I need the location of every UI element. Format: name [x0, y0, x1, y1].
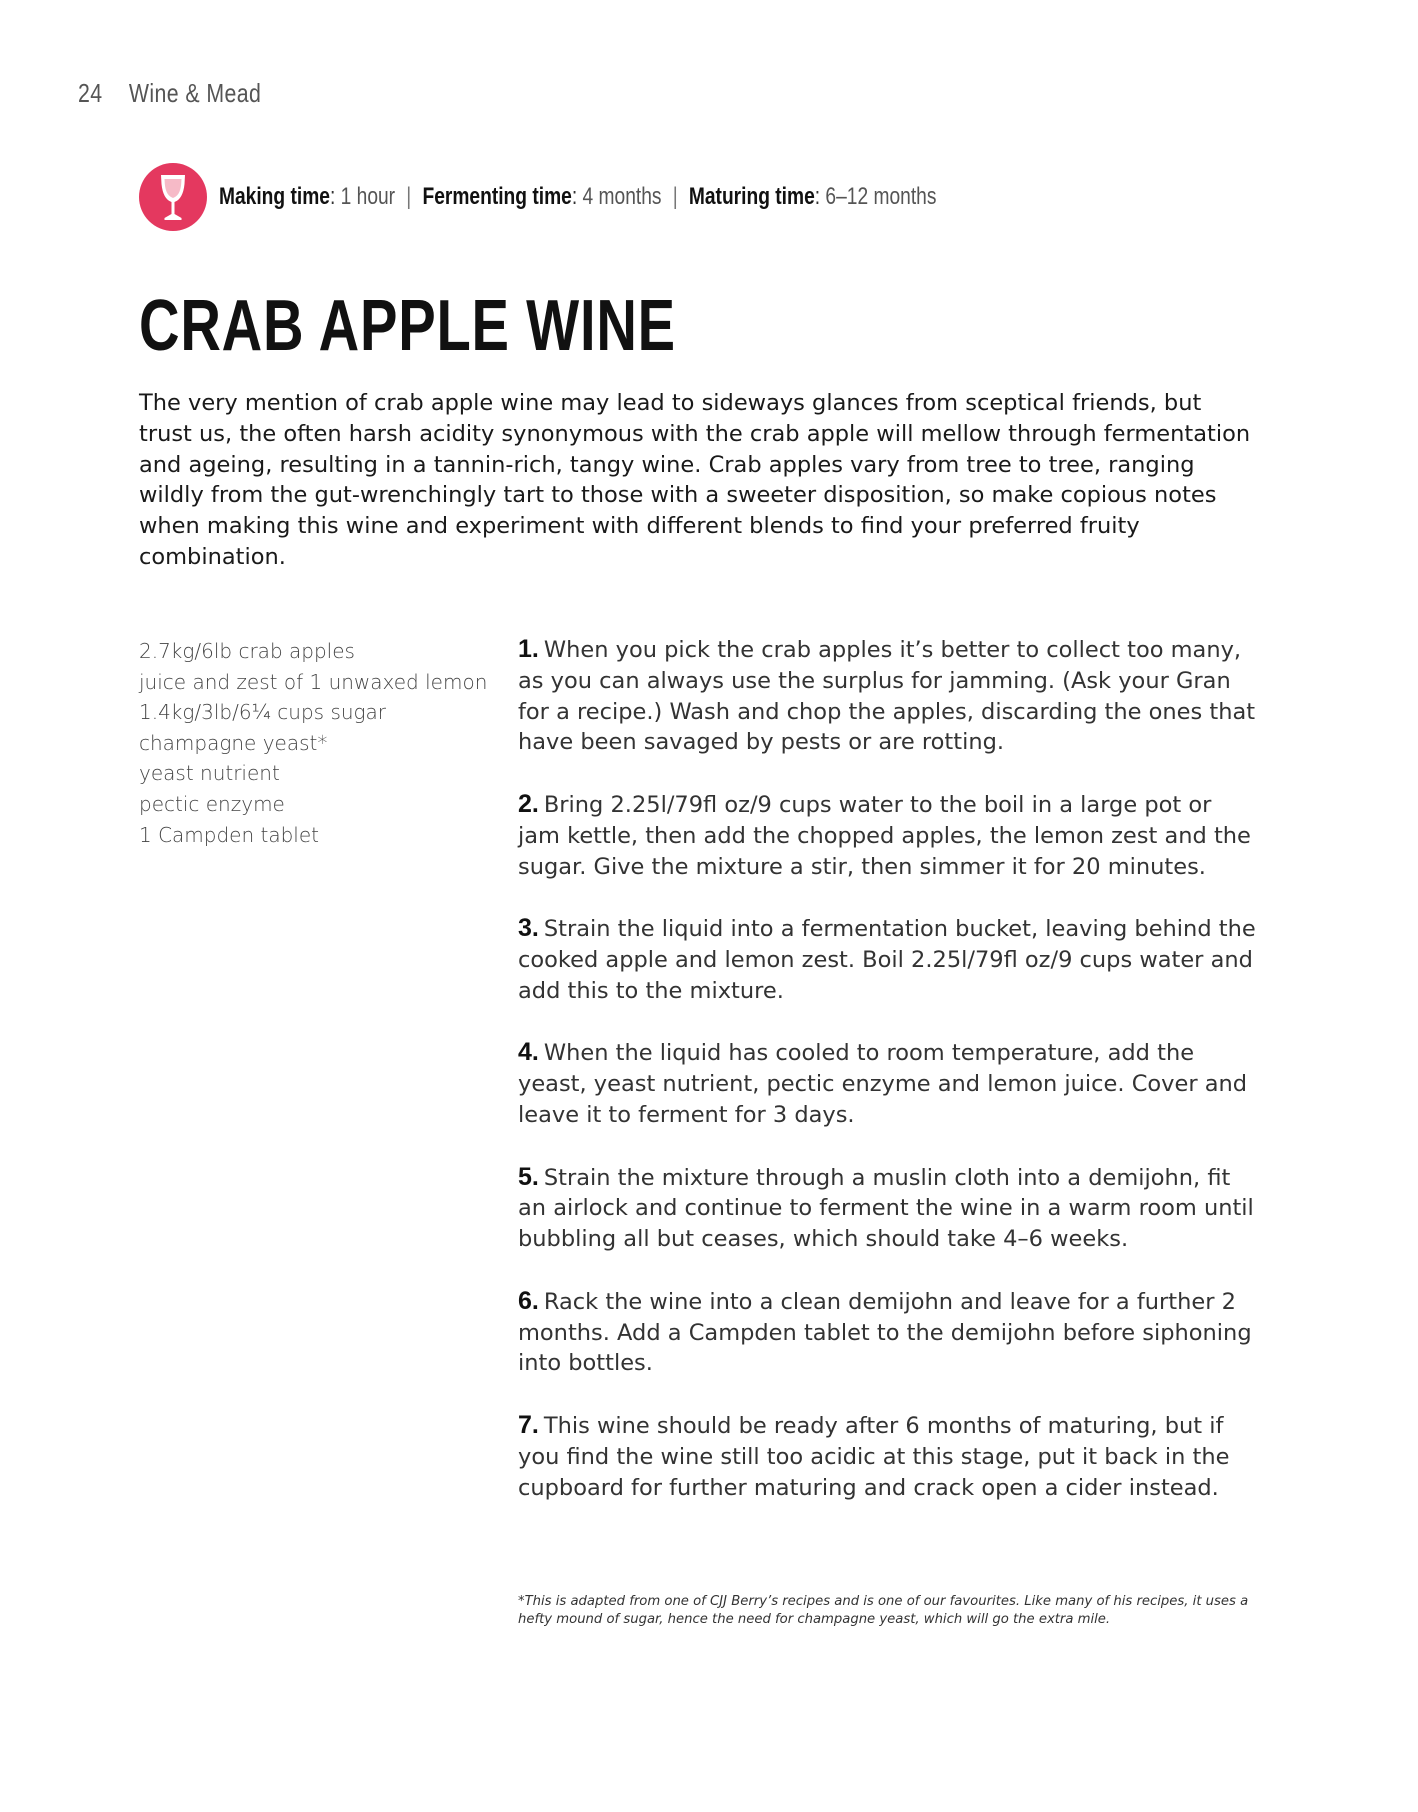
maturing-time-value: 6–12 months — [825, 183, 937, 210]
footnote: *This is adapted from one of CJJ Berry’s recipes and is one of our favourites. Like many of his recipes, it uses a hefty mound of sugar, hence the need for champagne yeast, which will go the extra mile. — [518, 1594, 1249, 1627]
step-number: 2. — [518, 789, 539, 818]
timing-row — [139, 163, 1116, 231]
page-number: 24 — [78, 78, 103, 108]
method-step — [518, 913, 1258, 1006]
ingredient-item: 1.4kg/3lb/6¼ cups sugar — [139, 700, 387, 725]
method-step — [518, 789, 1258, 882]
step-text: When you pick the crab apples it’s better to collect too many, as you can always use the surplus for jamming. (Ask your Gran for a recipe.) Wash and chop the apples, discarding the ones that have been savaged by pests or are rotting. — [518, 637, 1256, 756]
step-text: Strain the mixture through a muslin cloth into a demijohn, fit an airlock and continue to ferment the wine in a warm room until bubbling all but ceases, which should take 4–6 weeks. — [518, 1164, 1254, 1253]
step-text: Rack the wine into a clean demijohn and leave for a further 2 months. Add a Campden tablet to the demijohn before siphoning into bottles. — [518, 1288, 1252, 1377]
step-number: 3. — [518, 914, 539, 943]
step-text: Bring 2.25l/79fl oz/9 cups water to the boil in a large pot or jam kettle, then add the chopped apples, the lemon zest and the sugar. Give the mixture a stir, then simmer it for 20 minutes. — [518, 791, 1251, 880]
recipe-title: CRAB APPLE WINE — [139, 286, 676, 366]
fermenting-time-value: 4 months — [582, 183, 662, 210]
method-step — [518, 1037, 1258, 1130]
step-text: Strain the liquid into a fermentation bucket, leaving behind the cooked apple and lemon zest. Boil 2.25l/79fl oz/9 cups water and add this to the mixture. — [518, 916, 1256, 1004]
step-number: 1. — [518, 635, 539, 663]
method-step — [518, 1286, 1258, 1379]
ingredient-item: 1 Campden tablet — [139, 822, 320, 847]
step-number: 4. — [518, 1038, 539, 1067]
making-time-label: Making time — [219, 183, 330, 210]
section-title: Wine & Mead — [128, 78, 262, 108]
timing-text: Making time: 1 hour | Fermenting time: 4 months | Maturing time: 6–12 months — [219, 183, 937, 210]
making-time-value: 1 hour — [340, 183, 396, 210]
wine-badge — [139, 163, 207, 231]
step-number: 5. — [518, 1162, 539, 1191]
method-step — [518, 1162, 1258, 1255]
step-text: When the liquid has cooled to room temperature, add the yeast, yeast nutrient, pectic enzyme and lemon juice. Cover and leave it to ferment for 3 days. — [518, 1040, 1248, 1128]
method-step — [518, 634, 1258, 758]
ingredient-item: yeast nutrient — [139, 761, 280, 786]
step-text: This wine should be ready after 6 months of maturing, but if you find the wine still too acidic at this stage, put it back in the cupboard for further maturing and crack open a cider instead. — [518, 1412, 1230, 1501]
page-header — [78, 78, 261, 109]
ingredients-list — [139, 636, 487, 850]
step-number: 6. — [518, 1286, 539, 1315]
fermenting-time-label: Fermenting time — [422, 183, 572, 210]
timing-separator: | — [672, 183, 678, 210]
ingredient-item: pectic enzyme — [139, 791, 285, 816]
wine-glass-icon — [155, 172, 191, 222]
method-step — [518, 1410, 1258, 1503]
ingredient-item: 2.7kg/6lb crab apples — [139, 639, 355, 663]
ingredient-item: juice and zest of 1 unwaxed lemon — [139, 669, 488, 694]
ingredient-item: champagne yeast* — [139, 730, 328, 755]
recipe-intro: The very mention of crab apple wine may lead to sideways glances from sceptical friends, but trust us, the often harsh acidity synonymous with the crab apple will mellow through fermentation and ageing, resulting in a tannin-rich, tangy wine. Crab apples vary from tree to tree, ranging wildly from the gut-wrenchingly tart to those with a sweeter disposition, so make copious notes when making this wine and experiment with different blends to find your preferred fruity combination. — [139, 390, 1251, 570]
maturing-time-label: Maturing time — [688, 183, 815, 210]
step-number: 7. — [518, 1410, 539, 1439]
timing-separator: | — [406, 183, 412, 210]
method-steps — [518, 634, 1258, 1534]
